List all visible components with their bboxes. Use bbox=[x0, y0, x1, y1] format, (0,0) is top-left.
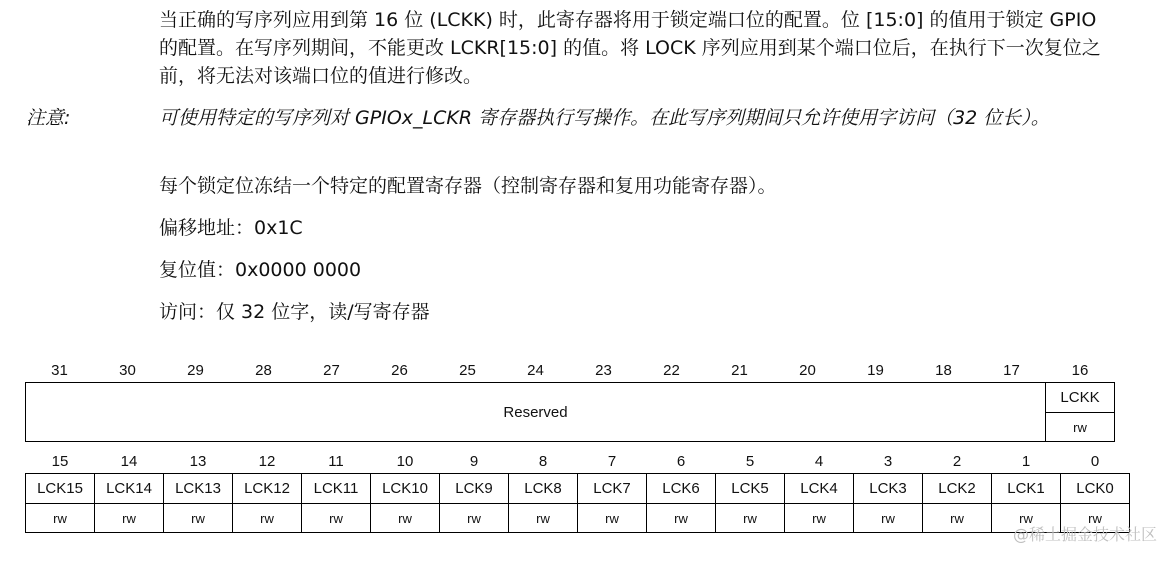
bit-number: 24 bbox=[527, 361, 544, 379]
watermark: @稀土掘金技术社区 bbox=[1012, 525, 1157, 544]
access-type: rw bbox=[716, 504, 785, 533]
lock-bit-field: LCK2 bbox=[923, 474, 992, 504]
freeze-description: 每个锁定位冻结一个特定的配置寄存器（控制寄存器和复用功能寄存器）。 bbox=[159, 175, 777, 197]
bit-number: 28 bbox=[255, 361, 272, 379]
upper-bit-numbers bbox=[26, 358, 1115, 383]
lock-bit-field: LCK14 bbox=[95, 474, 164, 504]
access-type: rw bbox=[578, 504, 647, 533]
bit-number: 30 bbox=[119, 361, 136, 379]
bit-number: 16 bbox=[1071, 361, 1089, 379]
bit-number: 26 bbox=[391, 361, 408, 379]
bit-number: 25 bbox=[459, 361, 476, 379]
lower-fields bbox=[26, 474, 1130, 504]
bit-number: 15 bbox=[51, 452, 69, 470]
bit-number: 13 bbox=[189, 452, 207, 470]
bit-number: 22 bbox=[663, 361, 680, 379]
access-type: rw bbox=[992, 504, 1061, 533]
lock-bit-field: LCK10 bbox=[371, 474, 440, 504]
bit-number: 5 bbox=[745, 452, 755, 470]
bit-number: 6 bbox=[676, 452, 686, 470]
lock-bit-field: LCK13 bbox=[164, 474, 233, 504]
description-paragraph: 当正确的写序列应用到第 16 位 (LCKK) 时，此寄存器将用于锁定端口位的配置。位 [15:0] 的值用于锁定 GPIO 的配置。在写序列期间，不能更改 LCKR[15:0] 的值。将 LOCK 序列应用到某个端口位后，在执行下一次复位之前，将无法对该端口位的值进行修改。 bbox=[159, 9, 1101, 87]
lock-bit-field: LCK3 bbox=[854, 474, 923, 504]
access-type: rw bbox=[233, 504, 302, 533]
lock-bit-field: LCK6 bbox=[647, 474, 716, 504]
bit-number: 18 bbox=[935, 361, 952, 379]
bit-number: 27 bbox=[323, 361, 340, 379]
offset-address: 偏移地址：0x1C bbox=[159, 217, 303, 239]
bit-number: 10 bbox=[396, 452, 414, 470]
register-lower-table bbox=[25, 449, 1130, 533]
bit-number: 23 bbox=[595, 361, 612, 379]
lock-bit-field: LCK15 bbox=[26, 474, 95, 504]
bit-number: 7 bbox=[607, 452, 617, 470]
access-type: rw bbox=[854, 504, 923, 533]
lckk-access: rw bbox=[1046, 413, 1115, 442]
bit-number: 3 bbox=[883, 452, 893, 470]
bit-number: 31 bbox=[51, 361, 68, 379]
lock-bit-field: LCK8 bbox=[509, 474, 578, 504]
access-type: rw bbox=[302, 504, 371, 533]
bit-number: 9 bbox=[469, 452, 479, 470]
access-type: rw bbox=[164, 504, 233, 533]
lower-bit-numbers bbox=[26, 449, 1130, 474]
bit-number: 19 bbox=[867, 361, 884, 379]
lock-bit-field: LCK9 bbox=[440, 474, 509, 504]
bit-number: 0 bbox=[1090, 452, 1100, 470]
reserved-field: Reserved bbox=[26, 383, 1046, 442]
access-type: rw bbox=[509, 504, 578, 533]
lower-access bbox=[26, 504, 1130, 533]
access-type: rw bbox=[95, 504, 164, 533]
bit-number: 14 bbox=[120, 452, 138, 470]
reset-value: 复位值：0x0000 0000 bbox=[159, 259, 362, 281]
lock-bit-field: LCK11 bbox=[302, 474, 371, 504]
lckk-field: LCKK bbox=[1046, 383, 1115, 413]
lock-bit-field: LCK5 bbox=[716, 474, 785, 504]
lock-bit-field: LCK0 bbox=[1061, 474, 1130, 504]
access-type: rw bbox=[785, 504, 854, 533]
bit-number: 8 bbox=[538, 452, 548, 470]
bit-number: 20 bbox=[799, 361, 816, 379]
bit-number: 2 bbox=[952, 452, 962, 470]
bit-number: 4 bbox=[814, 452, 824, 470]
access-type: rw bbox=[647, 504, 716, 533]
access-type: rw bbox=[440, 504, 509, 533]
lock-bit-field: LCK4 bbox=[785, 474, 854, 504]
bit-number: 21 bbox=[731, 361, 748, 379]
bit-number: 12 bbox=[258, 452, 276, 470]
access-type: rw bbox=[1061, 504, 1130, 533]
access-type: rw bbox=[371, 504, 440, 533]
bit-number: 1 bbox=[1021, 452, 1031, 470]
lock-bit-field: LCK1 bbox=[992, 474, 1061, 504]
register-upper-table bbox=[25, 358, 1115, 442]
access-type: rw bbox=[923, 504, 992, 533]
note-label: 注意: bbox=[26, 107, 71, 129]
lock-bit-field: LCK7 bbox=[578, 474, 647, 504]
lock-bit-field: LCK12 bbox=[233, 474, 302, 504]
access-info: 访问：仅 32 位字，读/写寄存器 bbox=[159, 301, 430, 323]
bit-number: 29 bbox=[187, 361, 204, 379]
bit-number: 17 bbox=[1003, 361, 1020, 379]
bit-number: 11 bbox=[328, 452, 344, 470]
note-text: 可使用特定的写序列对 GPIOx_LCKR 寄存器执行写操作。在此写序列期间只允许使用字访问（32 位长）。 bbox=[159, 107, 1050, 129]
access-type: rw bbox=[26, 504, 95, 533]
